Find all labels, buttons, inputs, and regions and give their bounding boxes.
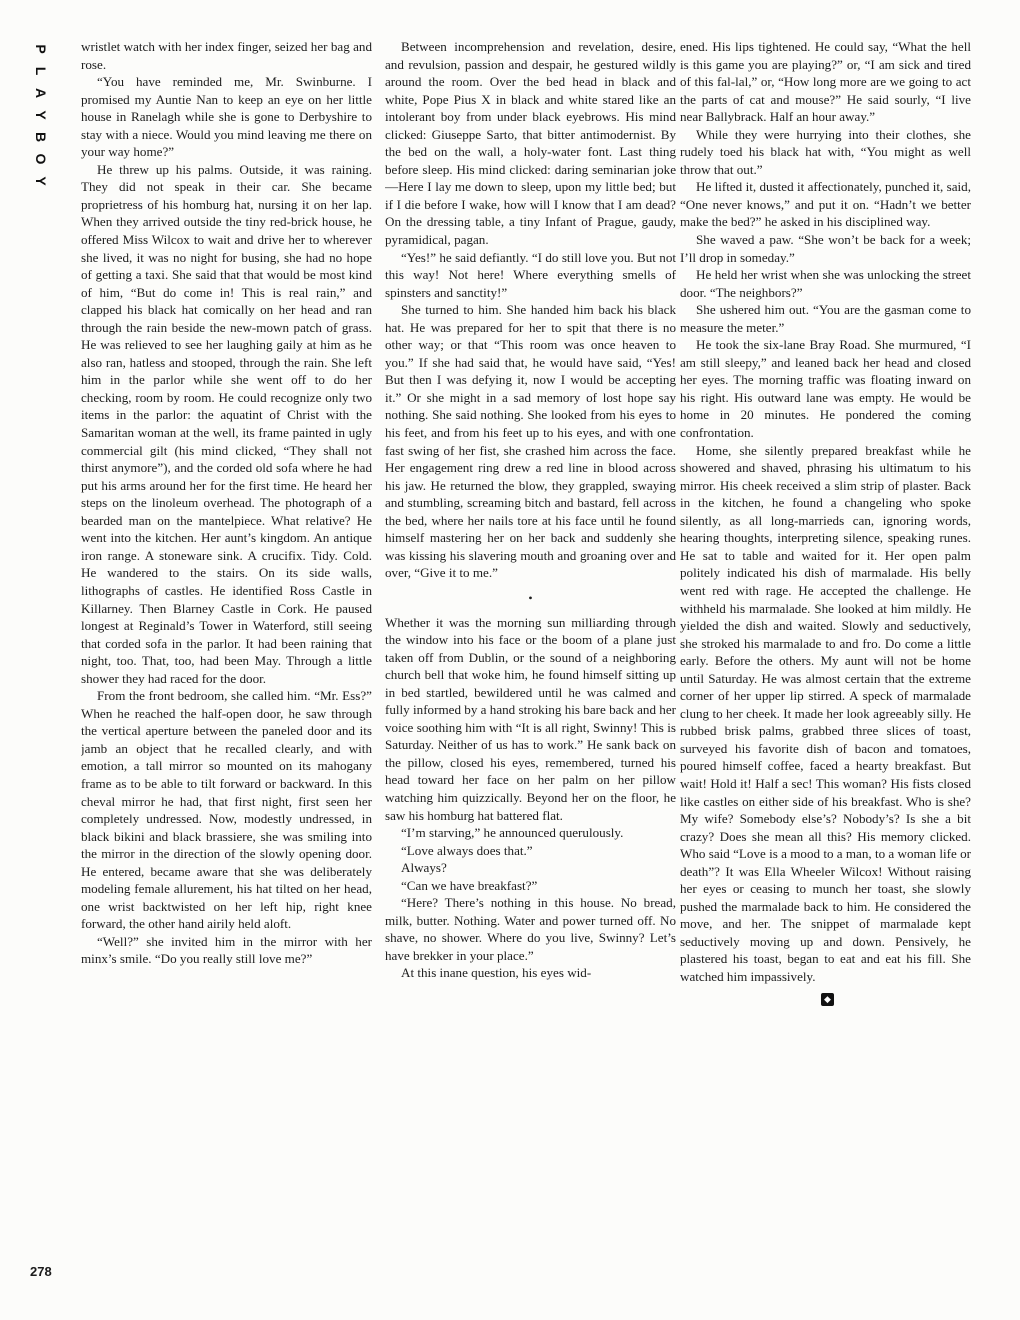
paragraph: “Yes!” he said defiantly. “I do still love you. But not this way! Not here! Where everything smells of spinsters and sanctity!”	[385, 249, 676, 300]
running-head-letter: B	[33, 131, 49, 143]
end-of-article	[680, 990, 971, 1008]
paragraph: He lifted it, dusted it affectionately, punched it, said, “One never knows,” and put it on. “Hadn’t we better make the bed?” he asked in his disciplined way.	[680, 179, 971, 230]
paragraph: “Here? There’s nothing in this house. No bread, milk, butter. Nothing. Water and power turned off. No shave, no shower. Where do you live, Swinny? Let’s have brekker in your place.”	[385, 895, 676, 963]
section-break-bullet: •	[528, 590, 533, 605]
paragraph: ened. His lips tightened. He could say, “What the hell is this game you are playing?” or, “I am sick and tired of this fal-lal,” or, “How long more are we going to act the parts of cat and mouse?” He said sourly, “I live near Ballybrack. Half an hour away.”	[680, 39, 971, 125]
paragraph: Home, she silently prepared breakfast while he showered and shaved, phrasing his ultimatum to his mirror. His cheek received a slim strip of plaster. Back in the kitchen, he found a changeling who spoke silently, as all long-marrieds can, ignoring words, hearing thoughts, interpreting silence, speaking runes. He sat to table and waited for it. Her open palm politely indicated his dish of marmalade. His belly went red with rage. He accepted the challenge. He withheld his marmalade. She looked at him mildly. He yielded the dish and waited. Slowly and seductively, she stroked his marmalade to and fro. Do come a little early. Before the others. My aunt will not be home until Saturday. He was almost certain that the extreme corner of her upper lip stirred. A speck of marmalade clung to her cheek. It made her look agreeably silly. He rubbed brisk palms, grabbed three slices of toast, surveyed his favorite dish of bacon and tomatoes, poured himself coffee, faced a hearty breakfast. But wait! Hold it! Half a sec! This woman? His fists closed like castles on either side of his breakfast. Who is she? My wife? Somebody else’s? Nobody’s? Is she a bit crazy? Does she mean all this? His memory clicked. Who said “Love is a mood to a man, to a woman life or death”? It was Ella Wheeler Wilcox! Without raising her eyes or ceasing to munch her toast, she slowly pushed the marmalade back to him. He considered the move, and her. The snippet of marmalade kept seductively moving up and down. Pensively, he plastered his toast, began to eat and eat his fill. She watched him impassively.	[680, 442, 971, 984]
running-head-letter: A	[33, 87, 49, 99]
paragraph: He held her wrist when she was unlocking the street door. “The neighbors?”	[680, 267, 971, 300]
paragraph: “Well?” she invited him in the mirror with her minx’s smile. “Do you really still love me?”	[81, 933, 372, 967]
page-number: 278	[30, 1264, 52, 1279]
running-head-letter: Y	[33, 176, 49, 186]
paragraph: Always?	[401, 860, 447, 876]
paragraph: She ushered him out. “You are the gasman come to measure the meter.”	[680, 302, 971, 335]
paragraph: From the front bedroom, she called him. “Mr. Ess?” When he reached the half-open door, he saw through the vertical aperture between the paneled door and its jamb an object that he recalled clearly, and with emotion, a tall mirror so mounted on its mahogany frame as to be able to tilt forward or backward. In this cheval mirror he had, that first night, first seen her completely undressed. Now, modestly undressed, in black bikini and black brassiere, she was smiling into the mirror in the direction of the slowly opening door. He entered, became aware that she was deliberately modeling female allurement, his hat tilted on her head, one wrist backtwisted on her left hip, right knee forward, the other hand airily held aloft.	[81, 688, 372, 932]
paragraph: Whether it was the morning sun milliarding through the window into his face or the boom of a plane just taken off from Dublin, or the sound of a neighboring church bell that woke him, he found himself sitting up in bed startled, bewildered until he was calmed and fully informed by a hand stroking his bare back and her voice soothing him with “It is all right, Swinny! This is Saturday. Neither of us has to work.” He sank back on the pillow, closed his eyes, remembered, turned his head toward her face on her palm on her pillow watching him quizzically. Beyond her on the floor, he saw his homburg hat battered flat.	[385, 614, 676, 823]
paragraph: wristlet watch with her index finger, seized her bag and rose.	[81, 39, 372, 72]
paragraph: While they were hurrying into their clothes, she rudely toed his black hat with, “You might as well throw that out.”	[680, 126, 971, 177]
running-head-letter: Y	[33, 110, 49, 120]
rabbit-head-icon: ◆	[821, 993, 834, 1006]
paragraph: “I’m starving,” he announced querulously.	[401, 825, 624, 841]
paragraph: “Love always does that.”	[401, 842, 533, 858]
paragraph: “Can we have breakfast?”	[401, 877, 538, 893]
text-column-1	[81, 38, 372, 1276]
paragraph: At this inane question, his eyes wid-	[401, 965, 592, 981]
paragraph: “You have reminded me, Mr. Swinburne. I promised my Auntie Nan to keep an eye on her little house in Ranelagh while she is gone to Derbyshire to stay with a niece. Would you mind leaving me there on your way home?”	[81, 74, 372, 160]
running-head	[30, 38, 52, 192]
running-head-letter: O	[33, 153, 49, 165]
paragraph: He took the six-lane Bray Road. She murmured, “I am still sleepy,” and leaned back her head and closed her eyes. The morning traffic was floating inward on his right. His outward lane was empty. He would be home in 20 minutes. He pondered the coming confrontation.	[680, 337, 971, 441]
paragraph: He threw up his palms. Outside, it was raining. They did not speak in their car. She became proprietress of his homburg hat, nursing it on her lap. When they arrived outside the tiny red-brick house, he offered Miss Wilcox to wait and drive her to wherever she lived, it was no night for busing, she had no hope of getting a taxi. She said that that would be most kind of him, “But do come in! This is real rain,” and clapped his black hat comically on her head and ran through the rain beside the new-mown patch of grass. He was relieved to see her laughing gaily at him as he also ran, hatless and stooped, through the rain. She left him in the parlor while she went off to do her checking, room by room. He could recognize only two items in the parlor: the aquatint of Christ with the Samaritan woman at the well, its frame painted in ugly commercial gilt (his mind clicked, “They shall not thirst anymore”), and the corded old sofa where he had put his arms around her for the first time. He heard her steps on the linoleum overhead. The photograph of a bearded man on the mantelpiece. What relative? He went into the kitchen. Her aunt’s kingdom. An antique iron range. A stoneware sink. A crucifix. Tidy. Cold. He wandered to the stairs. On its side walls, lithographs of castles. He identified Ross Castle in Killarney. Then Blarney Castle in Cork. He paused longest at Reginald’s Tower in Waterford, still seeing that corded sofa in the parlor. It had been raining that night, too. That, too, had been May. Through a little shower they had raced for the door.	[81, 161, 372, 686]
text-column-3	[680, 38, 971, 1276]
paragraph: She turned to him. She handed him back his black hat. He was prepared for her to spit that there is no other way; or that “This room was once heaven to you.” If she had said that, he would have said, “Yes! But then I was defying it, now I would be accepting it.” Or she might in a sad memory of lost hope say nothing. She said nothing. She looked from his eyes to his feet, and from his feet up to his eyes, and with one fast swing of her fist, she crashed him across the face. Her engagement ring drew a red line in blood across his jaw. He returned the blow, they grappled, swaying and stumbling, screaming bitch and bastard, fell across the bed, where her nails tore at his face until he found himself mastering her on her back and suddenly she was kissing his slavering mouth and groaning over and over, “Give it to me.”	[385, 302, 676, 581]
paragraph: She waved a paw. “She won’t be back for a week; I’ll drop in someday.”	[680, 232, 971, 265]
running-head-letter: L	[33, 66, 49, 76]
text-column-2	[385, 38, 676, 1276]
running-head-letter: P	[33, 44, 49, 54]
paragraph: Between incomprehension and revelation, desire, and revulsion, passion and despair, he gestured wildly around the room. Over the bed head in black and white, Pope Pius X in black and white stared like an intolerant boy from under black eyebrows. His mind clicked: Giuseppe Sarto, that bitter antimodernist. By the bed on the wall, a holy-water font. Last thing before sleep. His mind clicked: daring seminarian joke—Here I lay me down to sleep, upon my little bed; but if I die before I wake, how will I know that I am dead? On the dressing table, a tiny Infant of Prague, gaudy, pyramidical, pagan.	[385, 39, 676, 248]
